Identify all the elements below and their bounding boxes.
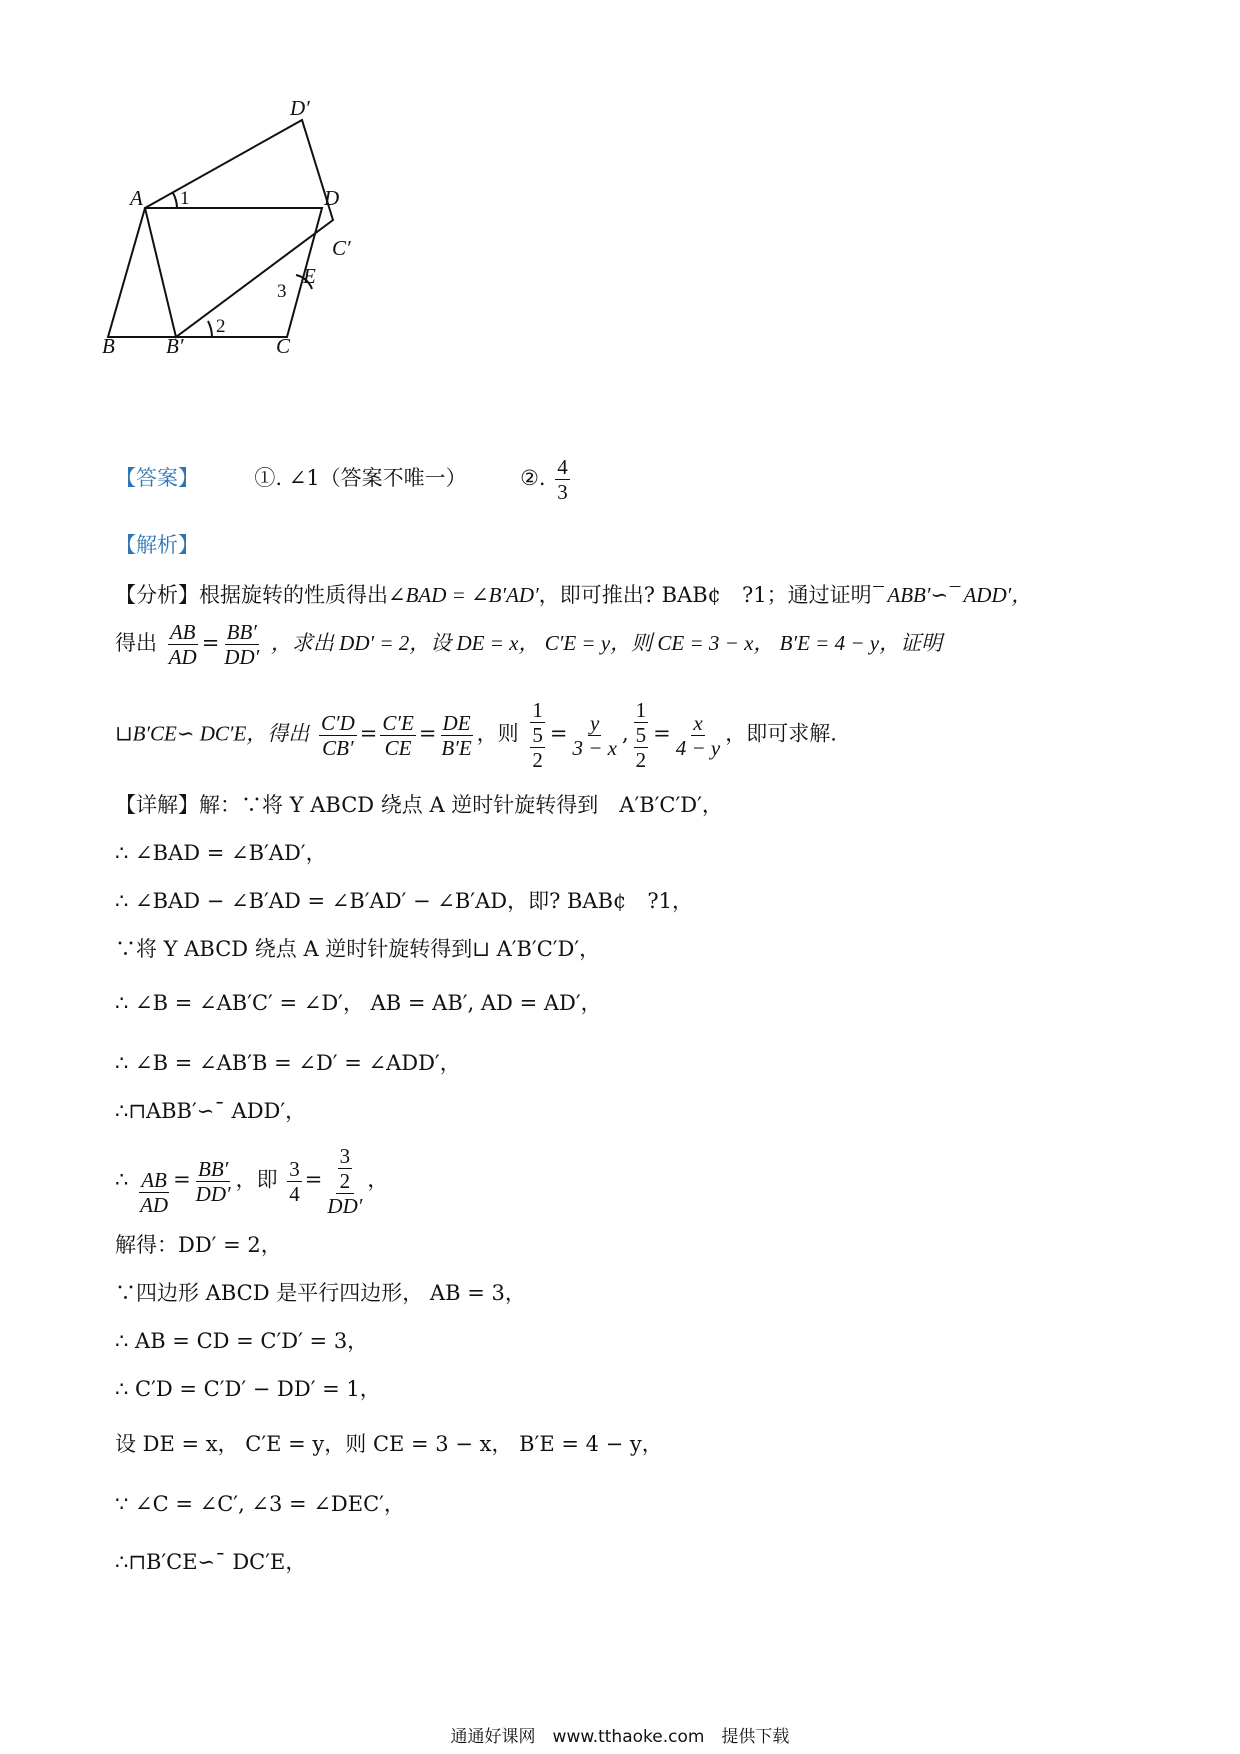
fraction-ab-ad-2: $\frac{AB}{AD}$	[140, 1167, 169, 1217]
detail-line-12: ∴ C′D = C′D′ − DD′ = 1，	[115, 1377, 381, 1401]
complex-fraction-3: $\frac{\frac{3}{2}}{DD'}$	[327, 1144, 363, 1219]
angle-2-arc	[208, 321, 212, 337]
page-footer: 通通好课网 www.tthaoke.com 提供下载	[450, 1727, 790, 1747]
geometry-figure	[100, 95, 400, 365]
complex-fraction-2: $\frac{1}{\frac{5}{2}}$	[635, 698, 647, 773]
fraction-bb-dd-2: $\frac{BB'}{DD'}$	[195, 1156, 231, 1206]
fraction-x-4y: $\frac{x}{4 - y}$	[675, 710, 721, 760]
detail-line-1: 【详解】解：∵将 Y ABCD 绕点 A 逆时针旋转得到 A′B′C′D′，	[115, 793, 723, 817]
detail-line-9: 解得：DD′ = 2，	[115, 1233, 282, 1257]
detail-line-10: ∵四边形 ABCD 是平行四边形， AB = 3，	[115, 1281, 526, 1305]
fraction-y-3x: $\frac{y}{3 - x}$	[572, 710, 617, 760]
analysis-line-1: 【分析】根据旋转的性质得出∠BAD = ∠B′AD′，即可推出? BAB¢ ?1；通过证明¯ ABB′∽¯ ADD′，	[115, 583, 1033, 607]
angle-1-arc	[173, 193, 177, 208]
label-b-prime: B′	[166, 334, 184, 358]
detail-line-15: ∴⊓B′CE∽¯ DC′E，	[115, 1550, 307, 1574]
detail-line-13: 设 DE = x， C′E = y，则 CE = 3 − x， B′E = 4 − y，	[115, 1432, 663, 1456]
label-angle-3: 3	[277, 281, 287, 302]
label-d-prime: D′	[290, 96, 310, 120]
analysis-line-2: 得出 $\frac{AB}{AD}$ = $\frac{BB'}{DD'}$ ，求出 DD′ = 2，设 DE = x， C′E = y，则 CE = 3 − x， B′E = 4 − y，证明	[115, 620, 943, 670]
label-d: D	[324, 186, 340, 210]
answer-part-1: ①. ∠1（答案不唯一）	[254, 466, 467, 491]
label-c: C	[276, 334, 291, 358]
detail-line-14: ∵ ∠C = ∠C′, ∠3 = ∠DEC′，	[115, 1492, 405, 1516]
fraction-bb-dd: $\frac{BB'}{DD'}$	[224, 620, 260, 670]
detail-line-5: ∴ ∠B = ∠AB′C′ = ∠D′， AB = AB′, AD = AD′，	[115, 991, 602, 1015]
analysis-line-3: ⊔B′CE∽ DC′E，得出 $\frac{C'D}{CB'}$ = $\frac{C'E}{CE}$ = $\frac{DE}{B'E}$ ，则 $\frac{1}{\frac{5}{2}}$ = $\frac{y}{3 - x}$ , $\frac{1}{\frac{5}{2}}$ = $\frac{x}{4 - y}$ ，即可求解.	[115, 698, 837, 773]
answer-tag: 【答案】	[115, 466, 199, 491]
detail-line-6: ∴ ∠B = ∠AB′B = ∠D′ = ∠ADD′，	[115, 1051, 461, 1075]
detail-line-3: ∴ ∠BAD − ∠B′AD = ∠B′AD′ − ∠B′AD，即? BAB¢ ?1，	[115, 889, 694, 913]
fraction-3-4: $\frac{3}{4}$	[289, 1156, 300, 1206]
label-angle-1: 1	[180, 188, 190, 209]
label-a: A	[130, 186, 143, 210]
label-e: E	[303, 264, 316, 288]
label-b: B	[102, 334, 115, 358]
detail-line-7: ∴⊓ABB′∽¯ ADD′，	[115, 1099, 307, 1123]
answer-fraction: $\frac{4}{3}$	[557, 455, 568, 505]
answer-part-2: ②.	[520, 466, 546, 491]
parallelogram-ab'c'd'	[145, 120, 333, 337]
detail-line-11: ∴ AB = CD = C′D′ = 3，	[115, 1329, 369, 1353]
detail-line-4: ∵将 Y ABCD 绕点 A 逆时针旋转得到⊔ A′B′C′D′，	[115, 937, 601, 961]
answer-line	[115, 455, 573, 504]
label-c-prime: C′	[332, 236, 351, 260]
label-angle-2: 2	[216, 316, 226, 337]
parallelogram-abcd	[108, 208, 322, 337]
fraction-ab-ad: $\frac{AB}{AD}$	[168, 620, 197, 670]
complex-fraction-1: $\frac{1}{\frac{5}{2}}$	[532, 698, 543, 773]
fraction-ce-ce: $\frac{C'E}{CE}$	[382, 710, 414, 760]
analysis-tag: 【解析】	[115, 533, 199, 557]
detail-line-8: ∴ $\frac{AB}{AD}$ = $\frac{BB'}{DD'}$ ，即 $\frac{3}{4}$ = $\frac{\frac{3}{2}}{DD'}$ ，	[115, 1144, 389, 1219]
fraction-de-be: $\frac{DE}{B'E}$	[441, 710, 472, 760]
detail-line-2: ∴ ∠BAD = ∠B′AD′，	[115, 841, 327, 865]
fraction-cd-cb: $\frac{C'D}{CB'}$	[320, 710, 355, 760]
